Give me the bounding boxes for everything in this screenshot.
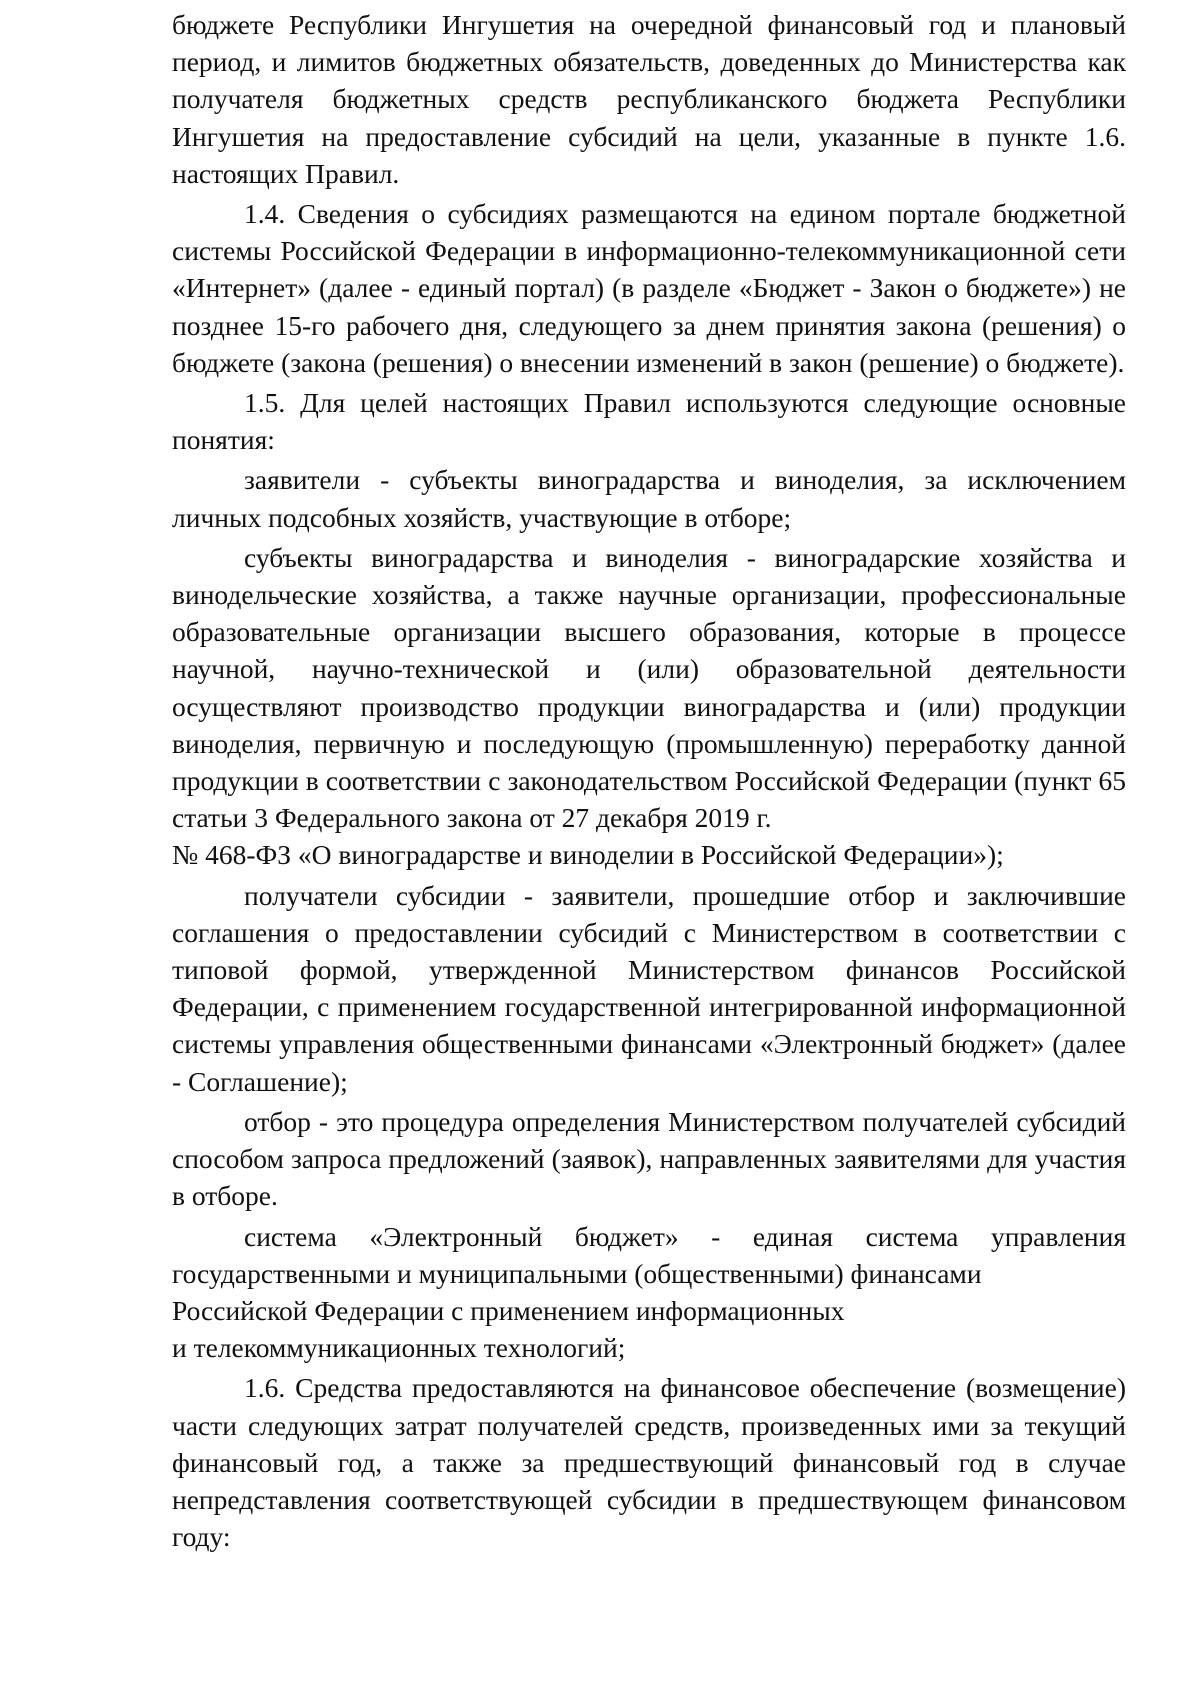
paragraph-budget-continuation: бюджете Республики Ингушетия на очередной финансовый год и плановый период, и лимитов бюджетных обязательств, доведенных до Министерства как получателя бюджетных средств республиканского бюджета Республики Ингушетия на предоставление субсидий на цели, указанные в пункте 1.6. настоящих Правил. bbox=[172, 9, 1126, 189]
definition-subsidy-recipients: получатели субсидии - заявители, прошедшие отбор и заключившие соглашения о предоставлении субсидий с Министерством в соответствии с типовой формой, утвержденной Министерством финансов Российской Федерации, с применением государственной интегрированной информационной системы управления общественными финансами «Электронный бюджет» (далее - Соглашение); bbox=[172, 879, 1126, 1097]
definition-electronic-budget: система «Электронный бюджет» - единая система управления государственными и муниципальными (общественными) финансами bbox=[172, 1220, 1126, 1289]
definition-selection: отбор - это процедура определения Министерством получателей субсидий способом запроса предложений (заявок), направленных заявителями для участия в отборе. bbox=[172, 1105, 1126, 1212]
definition-electronic-budget-line2: Российской Федерации с применением информационных bbox=[172, 1294, 845, 1326]
paragraph-1-6: 1.6. Средства предоставляются на финансовое обеспечение (возмещение) части следующих затрат получателей средств, произведенных ими за текущий финансовый год, а также за предшествующий финансовый год в случае непредставления соответствующей субсидии в предшествующем финансовом году: bbox=[172, 1372, 1126, 1553]
definition-viticulture-subjects: субъекты виноградарства и виноделия - виноградарские хозяйства и винодельческие хозяйства, а также научные организации, профессиональные образовательные организации высшего образования, которые в процессе научной, научно-технической и (или) образовательной деятельности осуществляют производство продукции виноградарства и (или) продукции виноделия, первичную и последующую (промышленную) переработку данной продукции в соответствии с законодательством Российской Федерации (пункт 65 статьи 3 Федерального закона от 27 декабря 2019 г. bbox=[172, 541, 1126, 834]
paragraph-1-4: 1.4. Сведения о субсидиях размещаются на едином портале бюджетной системы Российской Федерации в информационно-телекоммуникационной сети «Интернет» (далее - единый портал) (в разделе «Бюджет - Закон о бюджете») не позднее 15-го рабочего дня, следующего за днем принятия закона (решения) о бюджете (закона (решения) о внесении изменений в закон (решение) о бюджете). bbox=[172, 198, 1126, 378]
definition-applicants: заявители - субъекты виноградарства и виноделия, за исключением личных подсобных хозяйств, участвующие в отборе; bbox=[172, 464, 1126, 533]
definition-viticulture-subjects-tail: № 468-ФЗ «О виноградарстве и виноделии в Российской Федерации»); bbox=[172, 839, 1004, 871]
definition-electronic-budget-line3: и телекоммуникационных технологий; bbox=[172, 1332, 626, 1364]
paragraph-1-5: 1.5. Для целей настоящих Правил используются следующие основные понятия: bbox=[172, 387, 1126, 456]
document-page bbox=[172, 6, 1126, 1555]
